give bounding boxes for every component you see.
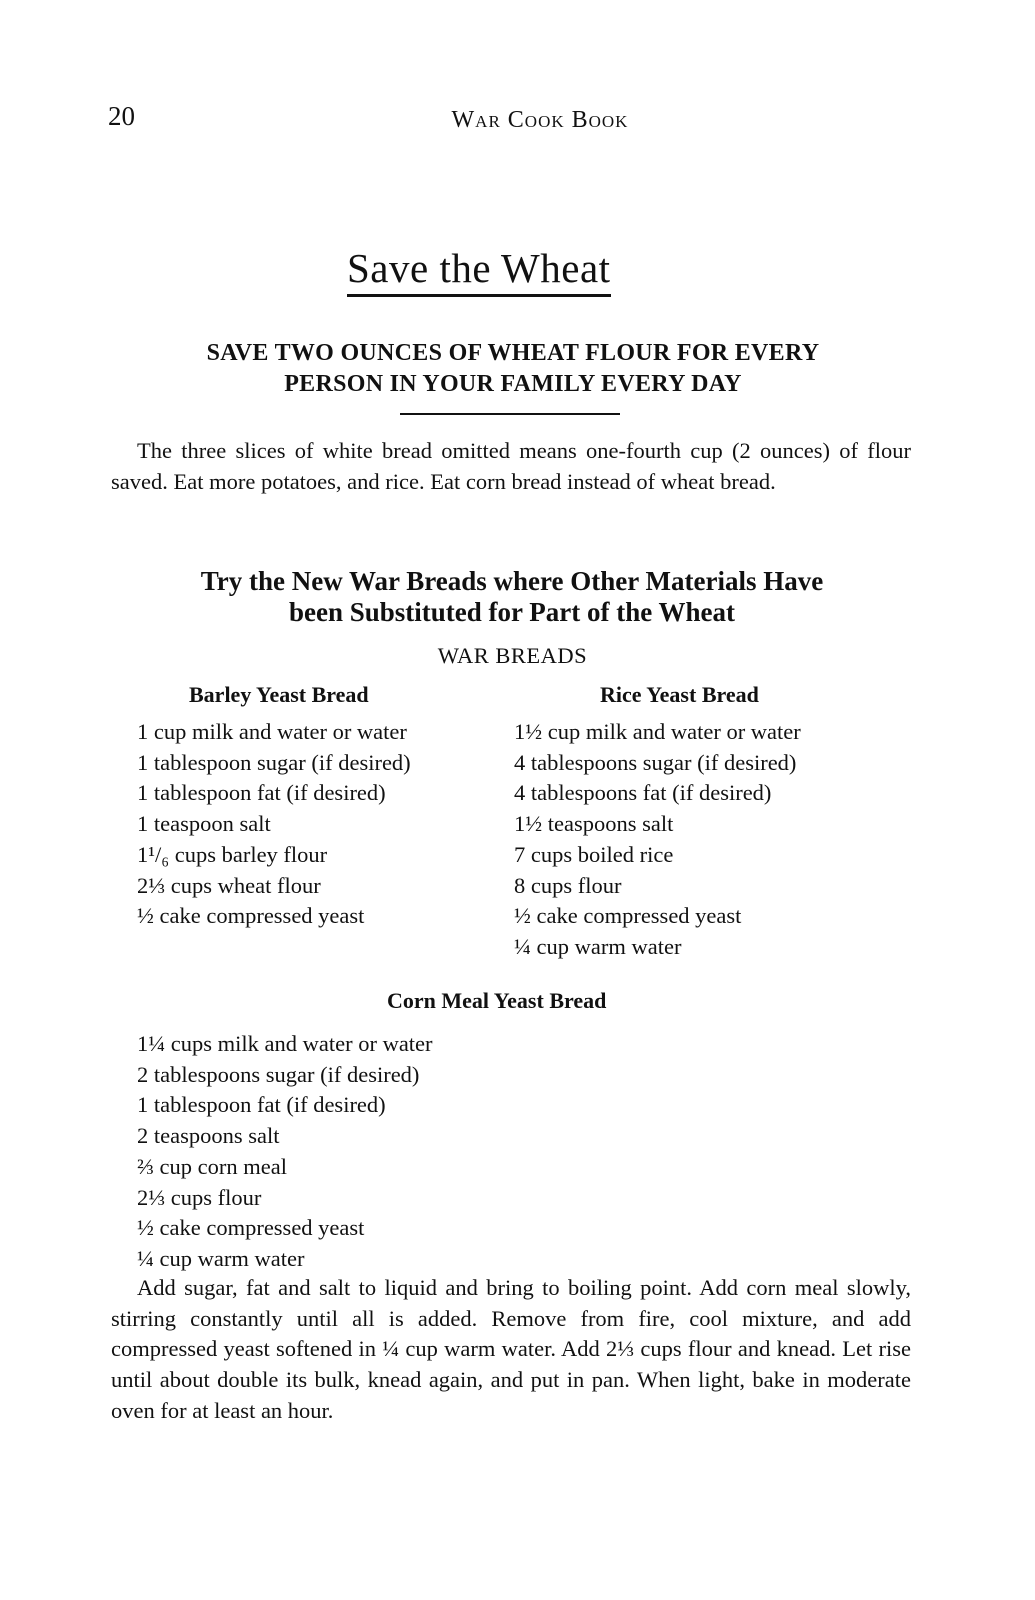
war-breads-heading-line-1: Try the New War Breads where Other Materials Have xyxy=(200,566,824,596)
ingredient-item: 4 tablespoons sugar (if desired) xyxy=(514,749,797,775)
ingredient-item: 1¼ cups milk and water or water xyxy=(137,1031,433,1056)
ingredient-item: 4 tablespoons fat (if desired) xyxy=(514,780,772,806)
war-breads-heading-line-2: been Substituted for Part of the Wheat xyxy=(289,597,735,627)
ingredient-item: 1½ cup milk and water or water xyxy=(514,719,801,744)
ingredient-item: 1¹/₆ cups barley flour xyxy=(137,841,328,867)
ingredient-item: 8 cups flour xyxy=(514,872,622,898)
ingredient-item: 2⅓ cups wheat flour xyxy=(137,872,321,898)
barley-recipe-title: Barley Yeast Bread xyxy=(189,682,369,707)
save-flour-heading-line-2: PERSON IN YOUR FAMILY EVERY DAY xyxy=(284,371,742,397)
page-number: 20 xyxy=(108,101,135,131)
ingredient-item: ½ cake compressed yeast xyxy=(137,903,365,929)
ingredient-item: ½ cake compressed yeast xyxy=(514,903,742,929)
ingredient-item: 1 teaspoon salt xyxy=(137,811,271,837)
ingredient-item: 1 cup milk and water or water xyxy=(137,719,407,744)
section-title: WAR BREADS xyxy=(437,643,588,668)
ingredient-item: 1½ teaspoons salt xyxy=(514,811,674,837)
rice-recipe-title: Rice Yeast Bread xyxy=(600,682,759,707)
corn-meal-recipe-title: Corn Meal Yeast Bread xyxy=(387,988,607,1013)
war-breads-heading xyxy=(112,566,912,628)
ingredient-item: 2 tablespoons sugar (if desired) xyxy=(137,1061,420,1087)
save-flour-heading-line-1: SAVE TWO OUNCES OF WHEAT FLOUR FOR EVERY xyxy=(206,340,820,366)
ingredient-item: 7 cups boiled rice xyxy=(514,841,674,867)
ingredient-item: 1 tablespoon fat (if desired) xyxy=(137,780,386,806)
ingredient-item: ¼ cup warm water xyxy=(137,1245,305,1271)
ingredient-item: 2⅓ cups flour xyxy=(137,1184,262,1210)
intro-paragraph: The three slices of white bread omitted means one-fourth cup (2 ounces) of flour saved. Eat more potatoes, and rice. Eat corn bread instead of wheat bread. xyxy=(111,438,911,494)
ingredient-item: 2 teaspoons salt xyxy=(137,1123,280,1149)
ingredient-item: 1 tablespoon fat (if desired) xyxy=(137,1092,386,1118)
ingredient-item: 1 tablespoon sugar (if desired) xyxy=(137,749,411,775)
page-title: Save the Wheat xyxy=(347,248,611,297)
ingredient-item: ⅔ cup corn meal xyxy=(137,1153,287,1179)
barley-ingredients-list xyxy=(137,717,411,932)
corn-meal-method-paragraph: Add sugar, fat and salt to liquid and bring to boiling point. Add corn meal slowly, stirring constantly until all is added. Remove from fire, cool mixture, and add compressed yeast softened in ¼ cup warm water. Add 2⅓ cups flour and knead. Let rise until about double its bulk, knead again, and put in pan. When light, bake in moderate oven for at least an hour. xyxy=(111,1275,911,1423)
save-flour-heading xyxy=(103,338,923,400)
divider-rule xyxy=(400,413,620,415)
rice-ingredients-list xyxy=(514,717,801,963)
corn-meal-ingredients-list xyxy=(137,1029,433,1275)
running-header-title: War Cook Book xyxy=(451,107,629,133)
ingredient-item: ¼ cup warm water xyxy=(514,933,682,959)
ingredient-item: ½ cake compressed yeast xyxy=(137,1215,365,1241)
